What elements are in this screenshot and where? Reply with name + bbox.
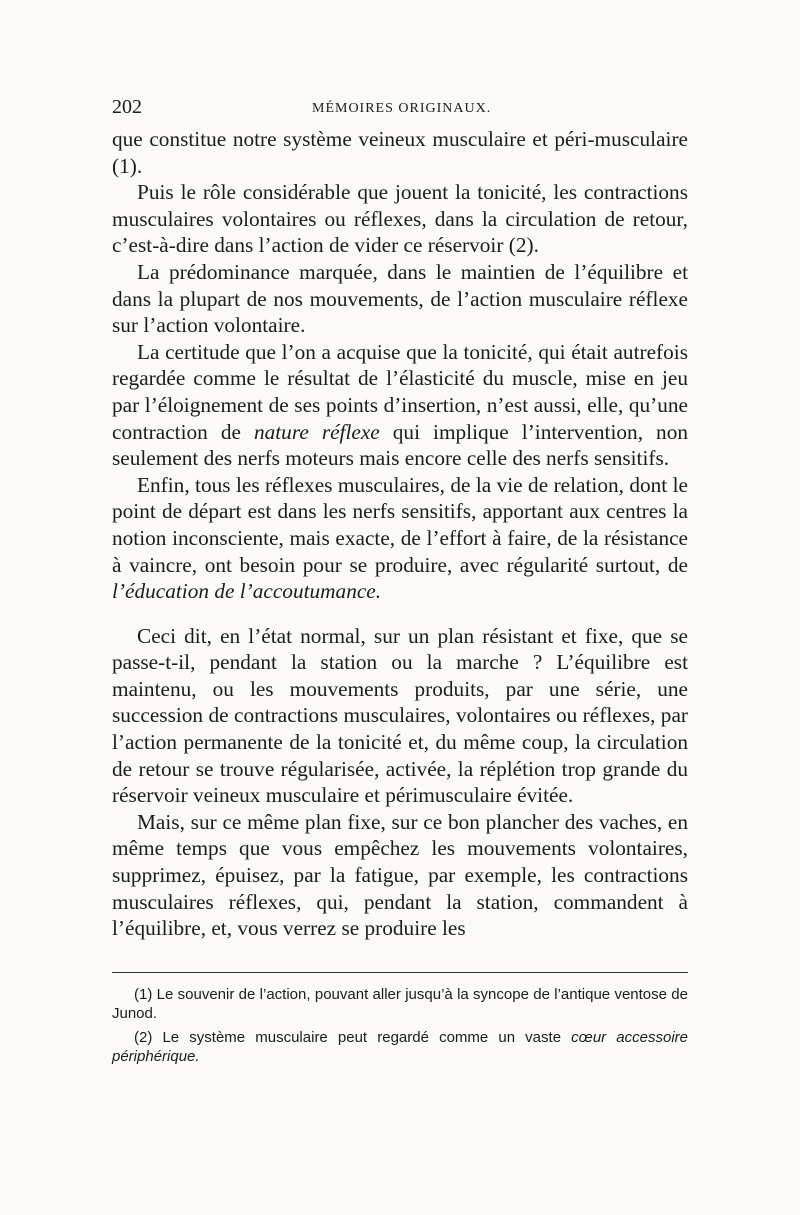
- text-run: La prédominance marquée, dans le maintien de l’équilibre et dans la plupart de nos mouvements, de l’action musculaire réflexe sur l’action volontaire.: [112, 259, 688, 338]
- footnote-rule: [112, 972, 688, 973]
- text-run: Ceci dit, en l’état normal, sur un plan résistant et fixe, que se passe-t-il, pendant la station ou la marche ? L’équilibre est maintenu, ou les mouvements produits, par une série, une succession de contractions musculaires, volontaires ou réflexes, par l’action permanente de la tonicité et, du même coup, la circulation de retour se trouve régularisée, activée, la réplétion trop grande du réservoir veineux musculaire et périmusculaire évitée.: [112, 623, 688, 808]
- text-run: Puis le rôle considérable que jouent la tonicité, les contractions musculaires volontaires ou réflexes, dans la circulation de retour, c’est-à-dire dans l’action de vider ce réservoir (2).: [112, 180, 688, 258]
- text-run: (1) Le souvenir de l’action, pouvant aller jusqu’à la syncope de l’antique ventose de Junod.: [112, 985, 688, 1022]
- paragraph: [112, 259, 688, 339]
- paragraph: [112, 472, 688, 605]
- paragraph: [112, 809, 688, 942]
- footnote: [112, 985, 688, 1023]
- page-header: [112, 92, 688, 118]
- text-run: La certitude que l’on a acquise que la tonicité, qui était autrefois regardée comme le résultat de l’élasticité du muscle, mise en jeu par l’éloignement de ses points d’insertion, n’est aussi, elle, qu’une contraction de: [112, 339, 688, 444]
- italic-text: nature réflexe: [253, 419, 380, 444]
- running-head: MÉMOIRES ORIGINAUX.: [312, 101, 492, 116]
- italic-text: cœur accessoire périphérique.: [112, 1028, 688, 1065]
- page: [112, 92, 688, 1071]
- paragraph: [112, 339, 688, 472]
- page-number: 202: [112, 96, 142, 118]
- paragraph: [112, 179, 688, 259]
- footnotes: [112, 985, 688, 1066]
- italic-text: l’éducation de l’accoutumance.: [112, 579, 382, 604]
- text-run: qui implique l’intervention, non seulement des nerfs moteurs mais encore celle des nerfs sensitifs.: [112, 419, 688, 471]
- text-run: Mais, sur ce même plan fixe, sur ce bon plancher des vaches, en même temps que vous empêchez les mouvements volontaires, supprimez, épuisez, par la fatigue, par exemple, les contractions musculaires réflexes, qui, pendant la station, commandent à l’équilibre, et, vous verrez se produire les: [112, 809, 688, 941]
- text-run: (2) Le système musculaire peut regardé comme un vaste: [134, 1028, 572, 1046]
- body-text: [112, 126, 688, 942]
- paragraph: [112, 623, 688, 809]
- paragraph: [112, 126, 688, 179]
- text-run: Enfin, tous les réflexes musculaires, de la vie de relation, dont le point de départ est dans les nerfs sensitifs, apportant aux centres la notion inconsciente, mais exacte, de l’effort à faire, de la résistance à vaincre, ont besoin pour se produire, avec régularité surtout, de: [112, 472, 688, 577]
- footnote: [112, 1028, 688, 1066]
- text-run: que constitue notre système veineux musculaire et péri-musculaire (1).: [112, 127, 688, 178]
